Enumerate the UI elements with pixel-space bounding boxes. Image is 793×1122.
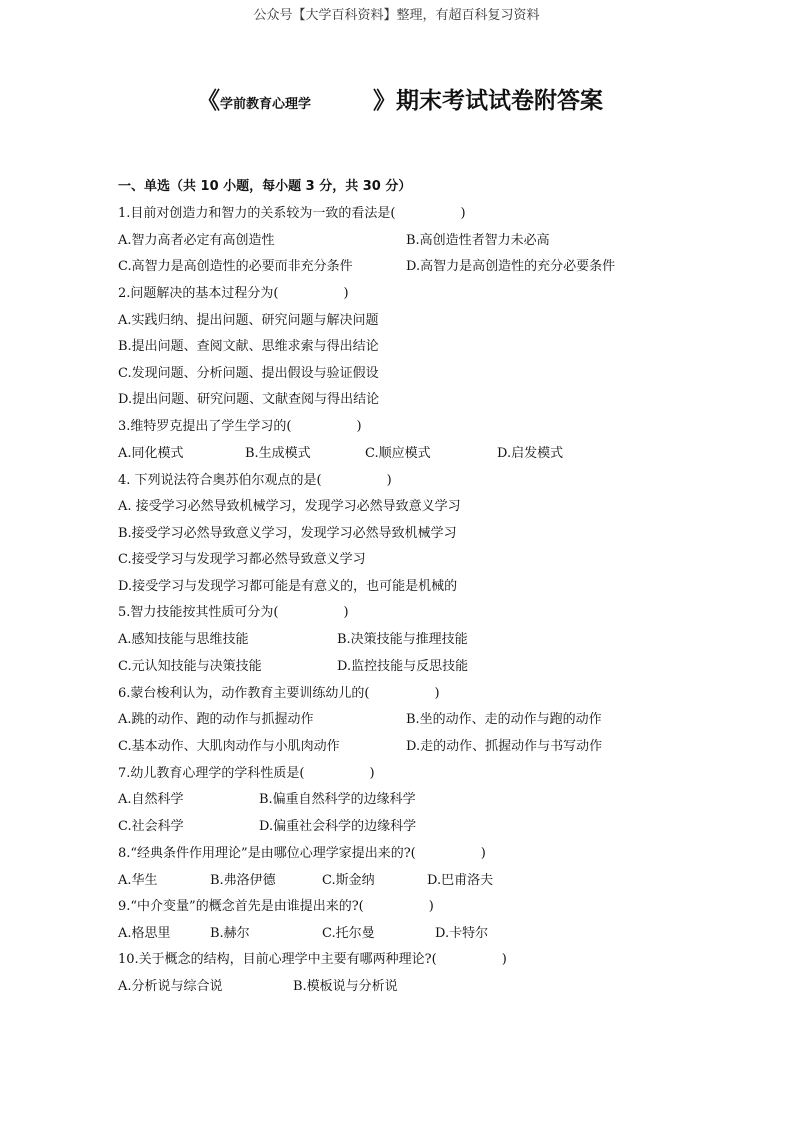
question	[0, 415, 793, 435]
option: B.坐的动作、走的动作与跑的动作	[406, 712, 602, 727]
option: D.监控技能与反思技能	[337, 659, 469, 674]
option-row	[0, 869, 793, 889]
option: D.巴甫洛夫	[427, 873, 494, 888]
section-heading-text: 一、单选（共 10 小题，每小题 3 分，共 30 分）	[118, 179, 412, 194]
title-close: 》期末考试试卷附答案	[373, 88, 604, 114]
option: B.偏重自然科学的边缘科学	[259, 792, 416, 807]
option-row	[0, 522, 793, 542]
option-row	[0, 708, 793, 728]
title-subject: 学前教育心理学	[220, 97, 312, 112]
question-text: 1.目前对创造力和智力的关系较为一致的看法是( )	[118, 206, 466, 221]
option: C.高智力是高创造性的必要而非充分条件	[118, 259, 353, 274]
option: D.走的动作、抓握动作与书写动作	[406, 739, 603, 754]
option: C.基本动作、大肌肉动作与小肌肉动作	[118, 739, 340, 754]
option: C.托尔曼	[322, 926, 375, 941]
option: A.华生	[118, 873, 158, 888]
question-text: 4. 下列说法符合奥苏伯尔观点的是( )	[118, 473, 392, 488]
option-row	[0, 628, 793, 648]
option: C.发现问题、分析问题、提出假设与验证假设	[118, 366, 379, 381]
option: A.同化模式	[118, 446, 184, 461]
question-text: 3.维特罗克提出了学生学习的( )	[118, 419, 362, 434]
option: B.模板说与分析说	[293, 979, 398, 994]
option: C.元认知技能与决策技能	[118, 659, 262, 674]
question	[0, 762, 793, 782]
option-row	[0, 362, 793, 382]
option: C.斯金纳	[322, 873, 375, 888]
option-row	[0, 495, 793, 515]
header-note: 公众号【大学百科资料】整理，有超百科复习资料	[253, 8, 540, 23]
option: B.赫尔	[210, 926, 250, 941]
option: A.感知技能与思维技能	[118, 632, 249, 647]
option: C.社会科学	[118, 819, 184, 834]
question-text: 8.“经典条件作用理论”是由哪位心理学家提出来的?( )	[118, 846, 486, 861]
option-row	[0, 388, 793, 408]
option: A. 接受学习必然导致机械学习，发现学习必然导致意义学习	[118, 499, 461, 514]
question	[0, 469, 793, 489]
question	[0, 895, 793, 915]
option-row	[0, 975, 793, 995]
option: C.顺应模式	[365, 446, 431, 461]
question-text: 9.“中介变量”的概念首先是由谁提出来的?( )	[118, 899, 434, 914]
option: C.接受学习与发现学习都必然导致意义学习	[118, 552, 366, 567]
option: D.高智力是高创造性的充分必要条件	[406, 259, 616, 274]
option: D.偏重社会科学的边缘科学	[259, 819, 417, 834]
option-row	[0, 255, 793, 275]
question-text: 2.问题解决的基本过程分为( )	[118, 286, 349, 301]
question	[0, 601, 793, 621]
option-row	[0, 575, 793, 595]
option-row	[0, 655, 793, 675]
option: B.生成模式	[245, 446, 311, 461]
option-row	[0, 442, 793, 462]
option: D.卡特尔	[435, 926, 489, 941]
question-text: 7.幼儿教育心理学的学科性质是( )	[118, 766, 375, 781]
question	[0, 948, 793, 968]
title-open: 《	[197, 88, 220, 114]
option: A.实践归纳、提出问题、研究问题与解决问题	[118, 313, 379, 328]
option-row	[0, 309, 793, 329]
option-row	[0, 229, 793, 249]
question	[0, 282, 793, 302]
option-row	[0, 815, 793, 835]
option: B.决策技能与推理技能	[337, 632, 468, 647]
question	[0, 682, 793, 702]
option: D.提出问题、研究问题、文献查阅与得出结论	[118, 392, 380, 407]
question-text: 10.关于概念的结构，目前心理学中主要有哪两种理论?( )	[118, 952, 507, 967]
option: B.高创造性者智力未必高	[406, 233, 550, 248]
section-heading	[0, 175, 793, 195]
option: B.接受学习必然导致意义学习，发现学习必然导致机械学习	[118, 526, 457, 541]
option: D.接受学习与发现学习都可能是有意义的，也可能是机械的	[118, 579, 458, 594]
question-text: 6.蒙台梭利认为，动作教育主要训练幼儿的( )	[118, 686, 440, 701]
option-row	[0, 788, 793, 808]
option-row	[0, 922, 793, 942]
option: D.启发模式	[497, 446, 564, 461]
option-row	[0, 335, 793, 355]
option: A.智力高者必定有高创造性	[118, 233, 275, 248]
option: B.弗洛伊德	[210, 873, 276, 888]
option-row	[0, 735, 793, 755]
option-row	[0, 548, 793, 568]
question-text: 5.智力技能按其性质可分为( )	[118, 605, 349, 620]
option: A.格思里	[118, 926, 171, 941]
page-title	[197, 82, 603, 115]
option: A.自然科学	[118, 792, 184, 807]
option: A.分析说与综合说	[118, 979, 223, 994]
question	[0, 202, 793, 222]
question	[0, 842, 793, 862]
option: B.提出问题、查阅文献、思维求索与得出结论	[118, 339, 379, 354]
option: A.跳的动作、跑的动作与抓握动作	[118, 712, 314, 727]
